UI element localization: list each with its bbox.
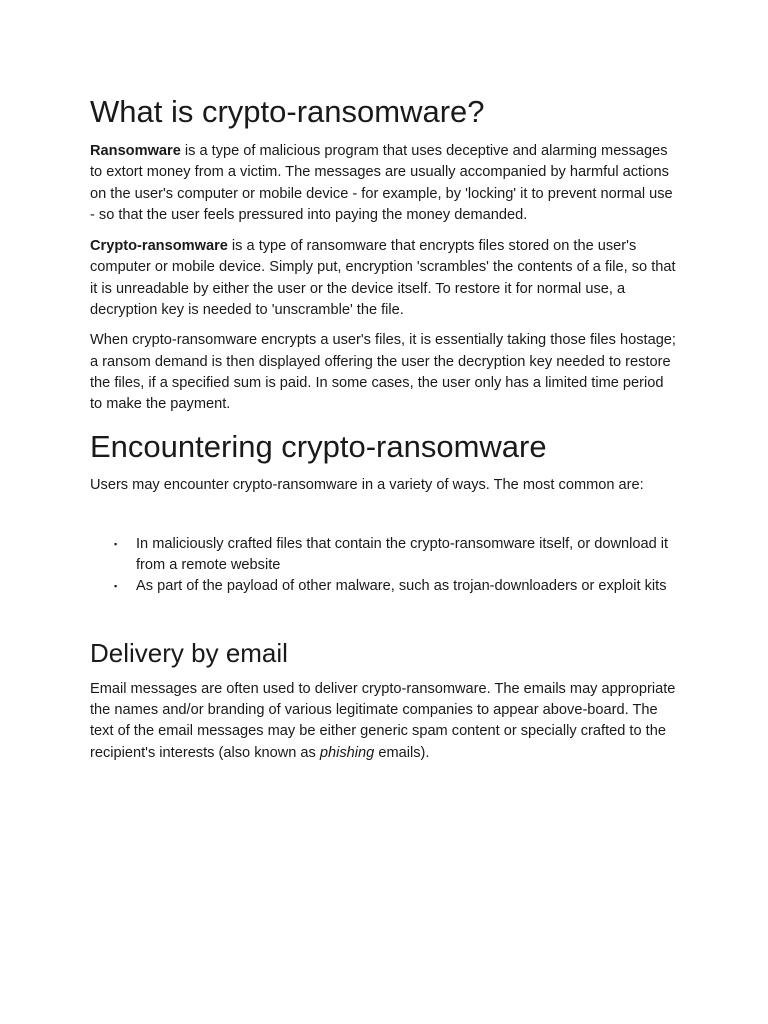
paragraph-email-delivery — [90, 679, 678, 764]
list-item — [114, 534, 678, 577]
list-item-text: As part of the payload of other malware, such as trojan-downloaders or exploit kits — [136, 578, 667, 595]
paragraph-ransomware-definition — [90, 141, 678, 226]
term-ransomware: Ransomware — [90, 143, 181, 159]
bullet-square-icon: ▪ — [114, 538, 118, 549]
heading-delivery-by-email: Delivery by email — [90, 637, 288, 668]
heading-what-is-crypto-ransomware: What is crypto-ransomware? — [90, 94, 485, 129]
paragraph-crypto-ransomware-text: is a type of ransomware that encrypts files stored on the user's computer or mobile device. Simply put, encryption 'scrambles' the contents of a file, so that it is unreadable by either the user or the device itself. To restore it for normal use, a decryption key is needed to 'unscramble' the file. — [90, 238, 676, 319]
paragraph-encounter-intro: Users may encounter crypto-ransomware in a variety of ways. The most common are: — [90, 476, 644, 493]
list-item-text: In maliciously crafted files that contain the crypto-ransomware itself, or download it from a remote website — [136, 535, 669, 574]
term-phishing: phishing — [319, 744, 375, 761]
heading-encountering-crypto-ransomware: Encountering crypto-ransomware — [90, 428, 547, 464]
paragraph-email-text-end: emails). — [374, 744, 430, 761]
term-crypto-ransomware: Crypto-ransomware — [90, 238, 228, 255]
paragraph-hostage: When crypto-ransomware encrypts a user's files, it is essentially taking those files hostage; a ransom demand is then displayed offering the user the decryption key needed to restore the files, if a specified sum is paid. In some cases, the user only has a limited time period to make the payment. — [90, 332, 676, 413]
paragraph-email-text-start: Email messages are often used to deliver crypto-ransomware. The emails may appropriate the names and/or branding of various legitimate companies to appear above-board. The text of the email messages may be either generic spam content or specially crafted to the recipient's interests (also known as — [90, 680, 676, 761]
bullet-square-icon: ▪ — [114, 581, 118, 592]
paragraph-crypto-ransomware-definition — [90, 236, 678, 321]
paragraph-ransomware-text: is a type of malicious program that uses deceptive and alarming messages to extort money from a victim. The messages are usually accompanied by harmful actions on the user's computer or mobile device - for example, by 'locking' it to prevent normal use - so that the user feels pressured into paying the money demanded. — [90, 143, 673, 223]
list-item — [114, 576, 678, 597]
bullet-list — [90, 534, 678, 598]
